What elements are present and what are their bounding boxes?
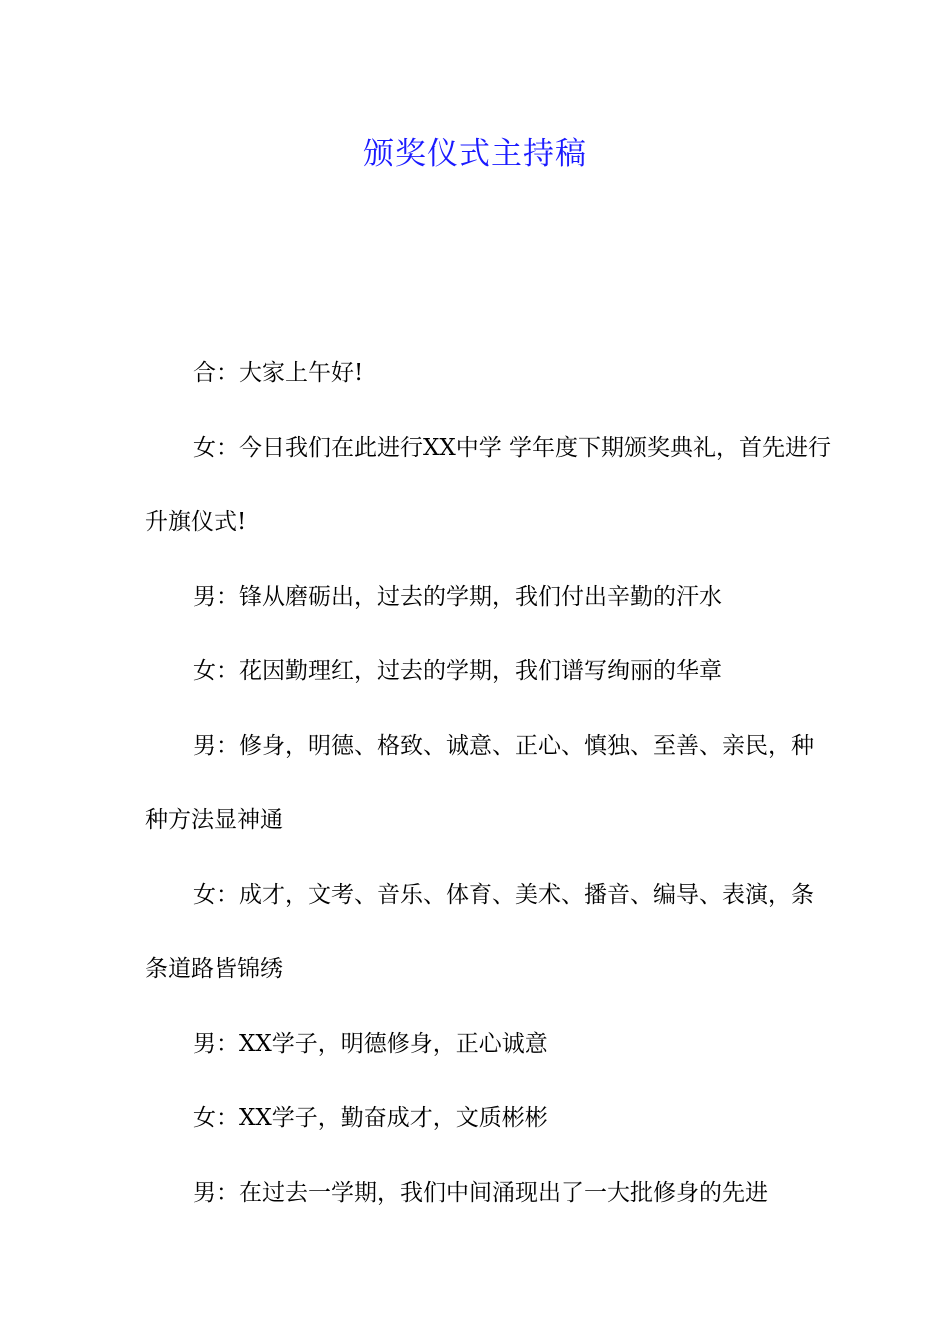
paragraph: 男：在过去一学期，我们中间涌现出了一大批修身的先进 bbox=[193, 1179, 768, 1206]
paragraph: 女：花因勤理红，过去的学期，我们谱写绚丽的华章 bbox=[193, 658, 722, 684]
document-title: 颁奖仪式主持稿 bbox=[363, 136, 587, 172]
paragraph: 女：今日我们在此进行XX中学 学年度下期颁奖典礼，首先进行升旗仪式! bbox=[145, 434, 832, 535]
paragraph: 男：XX学子，明德修身，正心诚意 bbox=[193, 1030, 548, 1057]
paragraph: 合：大家上午好! bbox=[193, 360, 364, 386]
paragraph: 男：锋从磨砺出，过去的学期，我们付出辛勤的汗水 bbox=[193, 583, 722, 610]
paragraph: 女：成才，文考、音乐、体育、美术、播音、编导、表演，条条道路皆锦绣 bbox=[145, 881, 814, 982]
paragraph: 女：XX学子，勤奋成才，文质彬彬 bbox=[193, 1105, 548, 1131]
document-body bbox=[145, 336, 835, 1230]
paragraph: 男：修身，明德、格致、诚意、正心、慎独、至善、亲民，种种方法显神通 bbox=[145, 732, 814, 833]
